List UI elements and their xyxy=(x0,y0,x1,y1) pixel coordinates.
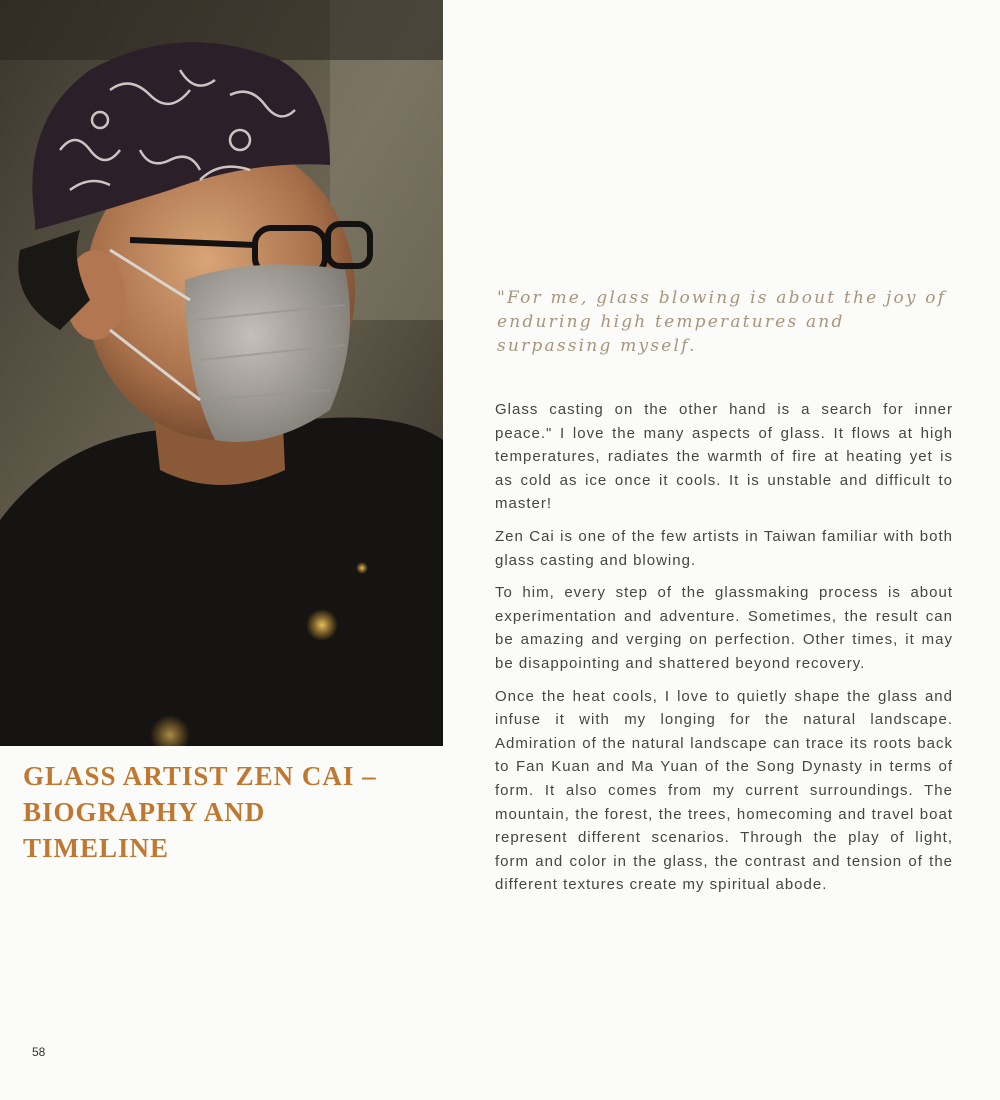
page-number: 58 xyxy=(32,1045,46,1059)
paragraph: Glass casting on the other hand is a search for inner peace." I love the many aspects of glass. It flows at high temperatures, radiates the warmth of fire at heating yet is as cold as ice once it cools. It is unstable and difficult to master! xyxy=(495,401,953,513)
title-line-3: TIMELINE xyxy=(23,833,170,863)
paragraph: To him, every step of the glassmaking process is about experimentation and adventure. Sometimes, the result can be amazing and verging on perfection. Other times, it may be disappointing and shattered beyond recovery. xyxy=(495,584,953,672)
title-line-2: BIOGRAPHY AND xyxy=(23,797,266,827)
artist-photo xyxy=(0,0,443,746)
title-line-1: GLASS ARTIST ZEN CAI – xyxy=(23,761,377,791)
body-text xyxy=(495,398,953,906)
pull-quote: "For me, glass blowing is about the joy of enduring high temperatures and surpassing myself. xyxy=(497,288,947,356)
paragraph: Once the heat cools, I love to quietly shape the glass and infuse it with my longing for the natural landscape. Admiration of the natural landscape can trace its roots back to Fan Kuan and Ma Yuan of the Song Dynasty in terms of form. It also comes from my current surroundings. The mountain, the forest, the trees, homecoming and travel boat represent different scenarios. Through the play of light, form and color in the glass, the contrast and tension of the different textures create my spiritual abode. xyxy=(495,687,953,894)
artist-portrait-illustration xyxy=(0,0,443,746)
paragraph: Zen Cai is one of the few artists in Taiwan familiar with both glass casting and blowing. xyxy=(495,527,953,569)
page-title xyxy=(23,758,423,866)
